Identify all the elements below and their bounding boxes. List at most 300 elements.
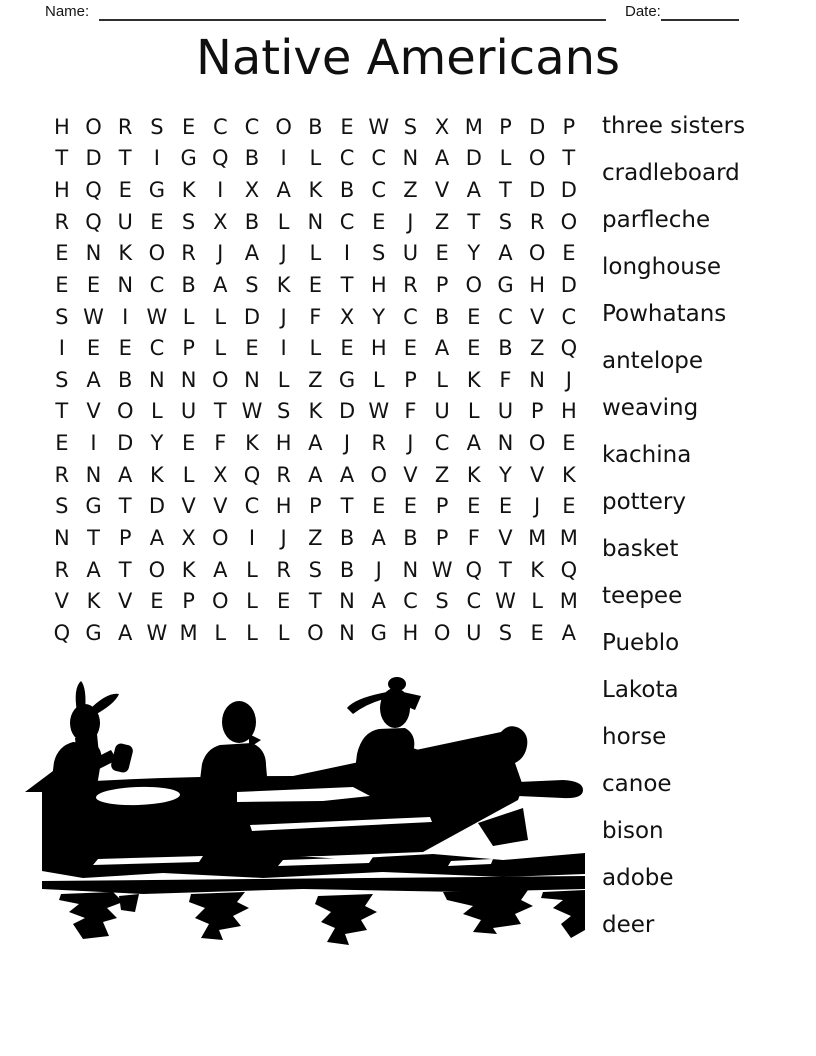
grid-letter-r17c9: O	[307, 620, 324, 645]
grid-letter-r10c15: U	[497, 399, 514, 424]
grid-letter-r1c17: P	[562, 114, 576, 139]
grid-letter-r14c4: A	[149, 525, 165, 550]
grid-letter-r5c9: L	[309, 241, 322, 266]
grid-letter-r7c15: C	[498, 304, 513, 329]
grid-letter-r6c7: S	[245, 272, 259, 297]
grid-letter-r6c9: E	[308, 272, 322, 297]
grid-letter-r15c17: Q	[560, 557, 578, 582]
grid-letter-r10c7: W	[241, 399, 263, 424]
grid-letter-r12c17: K	[561, 462, 576, 487]
grid-letter-r14c9: Z	[308, 525, 323, 550]
grid-letter-r15c15: T	[499, 557, 512, 582]
grid-letter-r10c16: P	[530, 399, 544, 424]
date-blank-line[interactable]	[661, 2, 739, 21]
grid-letter-r12c13: Z	[434, 462, 450, 487]
grid-letter-r5c12: U	[402, 241, 419, 266]
grid-letter-r6c13: P	[435, 272, 449, 297]
grid-letter-r15c2: A	[86, 557, 101, 582]
grid-letter-r7c13: B	[434, 304, 450, 329]
grid-letter-r6c8: K	[276, 272, 291, 297]
grid-letter-r14c5: X	[181, 525, 196, 550]
grid-letter-r3c13: V	[434, 178, 450, 203]
grid-letter-r1c4: S	[150, 114, 164, 139]
grid-letter-r2c1: T	[55, 146, 69, 171]
grid-letter-r15c1: R	[54, 557, 70, 582]
grid-letter-r1c7: C	[244, 114, 260, 139]
grid-letter-r7c1: S	[55, 304, 69, 329]
grid-letter-r5c11: S	[372, 241, 386, 266]
grid-letter-r17c17: A	[561, 620, 577, 645]
grid-letter-r5c5: R	[181, 241, 196, 266]
grid-letter-r9c11: L	[372, 367, 385, 392]
grid-letter-r10c10: D	[338, 399, 356, 424]
grid-letter-r15c5: K	[181, 557, 196, 582]
grid-letter-r4c17: O	[560, 209, 578, 234]
grid-letter-r16c16: L	[531, 589, 543, 614]
grid-letter-r4c10: C	[339, 209, 355, 234]
grid-letter-r9c6: O	[212, 367, 229, 392]
grid-letter-r16c14: C	[466, 589, 482, 614]
grid-letter-r10c11: W	[368, 399, 390, 424]
grid-letter-r5c2: N	[85, 241, 102, 266]
grid-letter-r8c16: Z	[529, 336, 545, 361]
grid-letter-r14c3: P	[118, 525, 132, 550]
grid-letter-r10c17: H	[560, 399, 577, 424]
grid-letter-r2c14: D	[465, 146, 482, 171]
grid-letter-r12c12: V	[403, 462, 418, 487]
grid-letter-r5c10: I	[343, 241, 351, 266]
grid-letter-r17c7: L	[246, 620, 258, 645]
grid-letter-r1c16: D	[529, 114, 546, 139]
grid-letter-r11c11: R	[371, 431, 387, 456]
grid-letter-r12c9: A	[308, 462, 323, 487]
grid-letter-r11c10: J	[343, 431, 351, 456]
word-list-item: bison	[602, 818, 664, 844]
grid-letter-r10c13: U	[434, 399, 450, 424]
grid-letter-r6c15: G	[497, 272, 514, 297]
grid-letter-r10c5: U	[180, 399, 197, 424]
grid-letter-r11c2: I	[90, 431, 97, 456]
grid-letter-r11c12: J	[407, 431, 414, 456]
grid-letter-r3c9: K	[308, 178, 323, 203]
grid-letter-r5c4: O	[148, 241, 166, 266]
grid-letter-r13c9: P	[309, 494, 322, 519]
grid-letter-r3c7: X	[244, 178, 260, 203]
grid-letter-r13c1: S	[55, 494, 69, 519]
grid-letter-r2c17: T	[562, 146, 576, 171]
grid-letter-r16c2: K	[86, 589, 101, 614]
grid-letter-r9c12: P	[404, 367, 417, 392]
grid-letter-r13c3: T	[118, 494, 132, 519]
grid-letter-r4c2: Q	[85, 209, 102, 234]
grid-letter-r3c4: G	[148, 178, 166, 203]
grid-letter-r1c3: R	[117, 114, 133, 139]
grid-letter-r9c15: F	[499, 367, 512, 392]
grid-letter-r16c8: E	[277, 589, 291, 614]
grid-letter-r8c14: E	[467, 336, 481, 361]
grid-letter-r17c12: H	[402, 620, 419, 645]
middle-paddler-body	[199, 743, 268, 788]
grid-letter-r7c8: J	[280, 304, 287, 329]
grid-letter-r11c16: O	[528, 431, 546, 456]
grid-letter-r7c4: W	[146, 304, 168, 329]
grid-letter-r14c14: F	[467, 525, 480, 550]
grid-letter-r13c12: E	[403, 494, 418, 519]
grid-letter-r17c8: L	[277, 620, 290, 645]
grid-letter-r2c5: G	[180, 146, 197, 171]
grid-letter-r6c16: H	[529, 272, 546, 297]
grid-letter-r7c7: D	[243, 304, 261, 329]
grid-letter-r9c5: N	[180, 367, 197, 392]
grid-letter-r2c12: N	[402, 146, 419, 171]
grid-letter-r7c2: W	[83, 304, 104, 329]
word-list	[602, 103, 745, 949]
grid-letter-r8c6: L	[214, 336, 227, 361]
grid-letter-r16c12: C	[403, 589, 418, 614]
grid-letter-r4c14: T	[467, 209, 481, 234]
grid-letter-r12c11: O	[370, 462, 387, 487]
grid-letter-r5c13: E	[435, 241, 449, 266]
name-label: Name:	[45, 3, 90, 20]
grid-letter-r5c3: K	[118, 241, 133, 266]
grid-letter-r17c1: Q	[53, 620, 71, 645]
page-title: Native Americans	[195, 30, 621, 86]
grid-letter-r17c6: L	[214, 620, 227, 645]
grid-letter-r5c8: J	[280, 241, 287, 266]
grid-letter-r14c16: M	[528, 525, 547, 550]
grid-letter-r2c16: O	[528, 146, 546, 171]
grid-letter-r13c13: P	[435, 494, 449, 519]
grid-letter-r4c6: X	[213, 209, 228, 234]
grid-letter-r14c10: B	[339, 525, 355, 550]
word-list-item: pottery	[602, 489, 686, 515]
grid-letter-r6c6: A	[213, 272, 228, 297]
grid-letter-r6c14: O	[465, 272, 483, 297]
grid-letter-r4c4: E	[150, 209, 164, 234]
grid-letter-r2c8: I	[280, 146, 287, 171]
grid-letter-r1c10: E	[340, 114, 354, 139]
grid-letter-r8c5: P	[182, 336, 195, 361]
grid-letter-r1c6: C	[212, 114, 228, 139]
grid-letter-r6c12: R	[403, 272, 418, 297]
grid-letter-r13c15: E	[498, 494, 513, 519]
grid-letter-r15c16: K	[530, 557, 545, 582]
grid-letter-r14c15: V	[498, 525, 513, 550]
grid-letter-r2c13: A	[434, 146, 450, 171]
grid-letter-r14c1: N	[53, 525, 70, 550]
name-blank-line[interactable]	[99, 2, 606, 21]
grid-letter-r17c11: G	[370, 620, 387, 645]
word-list-item: teepee	[602, 583, 683, 609]
grid-letter-r15c8: R	[276, 557, 291, 582]
grid-letter-r15c12: N	[402, 557, 419, 582]
grid-letter-r3c3: E	[118, 178, 132, 203]
word-list-item: longhouse	[602, 254, 721, 280]
grid-letter-r8c1: I	[58, 336, 65, 361]
grid-letter-r4c15: S	[498, 209, 513, 234]
word-list-item: Pueblo	[602, 630, 680, 656]
grid-letter-r8c4: C	[149, 336, 165, 361]
grid-letter-r4c8: L	[277, 209, 290, 234]
grid-letter-r10c3: O	[116, 399, 134, 424]
grid-letter-r7c5: L	[182, 304, 195, 329]
grid-letter-r2c7: B	[244, 146, 260, 171]
grid-letter-r14c13: P	[435, 525, 449, 550]
grid-letter-r13c7: C	[244, 494, 260, 519]
grid-letter-r10c14: L	[467, 399, 480, 424]
grid-letter-r3c2: Q	[85, 178, 102, 203]
grid-letter-r17c5: M	[179, 620, 198, 645]
grid-letter-r16c15: W	[495, 589, 516, 614]
grid-letter-r12c4: K	[150, 462, 164, 487]
grid-letter-r3c6: I	[217, 178, 224, 203]
grid-letter-r8c7: E	[245, 336, 259, 361]
grid-letter-r2c15: L	[499, 146, 512, 171]
grid-letter-r16c5: P	[182, 589, 195, 614]
grid-letter-r12c6: X	[213, 462, 228, 487]
grid-letter-r2c6: Q	[212, 146, 229, 171]
grid-letter-r8c12: E	[403, 336, 418, 361]
grid-letter-r6c3: N	[117, 272, 134, 297]
grid-letter-r10c1: T	[55, 399, 69, 424]
word-search-grid	[46, 111, 585, 649]
grid-letter-r15c7: L	[246, 557, 258, 582]
grid-letter-r17c14: U	[466, 620, 482, 645]
grid-letter-r9c7: N	[244, 367, 260, 392]
grid-letter-r17c3: A	[118, 620, 133, 645]
word-list-item: basket	[602, 536, 679, 562]
word-list-item: weaving	[602, 395, 699, 421]
grid-letter-r9c14: K	[466, 367, 481, 392]
grid-letter-r17c4: W	[146, 620, 168, 645]
grid-letter-r5c16: O	[528, 241, 546, 266]
grid-letter-r2c10: C	[339, 146, 355, 171]
grid-letter-r1c13: X	[434, 114, 450, 139]
grid-letter-r13c4: D	[148, 494, 165, 519]
grid-letter-r16c13: S	[435, 589, 449, 614]
grid-letter-r6c17: D	[560, 272, 577, 297]
grid-letter-r12c1: R	[54, 462, 70, 487]
grid-letter-r15c10: B	[339, 557, 355, 582]
grid-letter-r5c1: E	[55, 241, 69, 266]
grid-letter-r14c8: J	[280, 525, 287, 550]
grid-letter-r3c16: D	[529, 178, 546, 203]
grid-letter-r17c2: G	[85, 620, 102, 645]
paddle	[518, 780, 583, 798]
grid-letter-r8c11: H	[370, 336, 387, 361]
grid-letter-r11c8: H	[275, 431, 292, 456]
grid-letter-r3c5: K	[181, 178, 196, 203]
grid-letter-r4c11: E	[372, 209, 386, 234]
grid-letter-r11c15: N	[497, 431, 514, 456]
grid-letter-r9c4: N	[149, 367, 165, 392]
grid-letter-r9c9: Z	[308, 367, 323, 392]
grid-letter-r7c12: C	[403, 304, 418, 329]
grid-letter-r11c14: A	[466, 431, 481, 456]
grid-letter-r4c1: R	[54, 209, 70, 234]
grid-letter-r2c2: D	[85, 146, 102, 171]
grid-letter-r11c9: A	[308, 431, 323, 456]
grid-letter-r8c15: B	[498, 336, 513, 361]
grid-letter-r7c14: E	[467, 304, 481, 329]
grid-letter-r7c3: I	[122, 304, 129, 329]
grid-letter-r5c17: E	[562, 241, 576, 266]
grid-letter-r16c11: A	[371, 589, 386, 614]
grid-letter-r11c7: K	[245, 431, 259, 456]
grid-letter-r1c8: O	[275, 114, 292, 139]
grid-letter-r17c15: S	[498, 620, 513, 645]
grid-letter-r8c3: E	[118, 336, 132, 361]
date-label: Date:	[625, 3, 661, 20]
grid-letter-r10c6: T	[213, 399, 227, 424]
grid-letter-r8c8: I	[280, 336, 287, 361]
word-list-item: canoe	[602, 771, 672, 797]
grid-letter-r3c12: Z	[403, 178, 418, 203]
grid-letter-r8c10: E	[340, 336, 354, 361]
grid-letter-r13c2: G	[85, 494, 102, 519]
grid-letter-r17c16: E	[530, 620, 544, 645]
grid-letter-r9c17: J	[565, 367, 572, 392]
grid-letter-r3c15: T	[499, 178, 512, 203]
grid-letter-r14c7: I	[248, 525, 256, 550]
grid-letter-r7c9: F	[309, 304, 322, 329]
grid-letter-r13c10: T	[340, 494, 354, 519]
grid-letter-r10c12: F	[404, 399, 417, 424]
grid-letter-r15c11: J	[375, 557, 382, 582]
grid-letter-r16c1: V	[54, 589, 70, 614]
grid-letter-r1c14: M	[464, 114, 483, 139]
grid-letter-r11c1: E	[55, 431, 69, 456]
grid-letter-r13c6: V	[213, 494, 228, 519]
grid-letter-r14c2: T	[87, 525, 100, 550]
grid-letter-r3c8: A	[276, 178, 291, 203]
grid-letter-r16c17: M	[559, 589, 578, 614]
grid-letter-r4c13: Z	[434, 209, 450, 234]
grid-letter-r4c3: U	[117, 209, 133, 234]
grid-letter-r16c4: E	[150, 589, 164, 614]
grid-letter-r1c12: S	[403, 114, 418, 139]
grid-letter-r7c6: L	[214, 304, 227, 329]
grid-letter-r16c9: T	[308, 589, 322, 614]
grid-letter-r13c11: E	[372, 494, 386, 519]
grid-letter-r4c16: R	[529, 209, 545, 234]
grid-letter-r12c8: R	[276, 462, 291, 487]
grid-letter-r15c3: T	[118, 557, 132, 582]
grid-letter-r6c4: C	[149, 272, 165, 297]
grid-letter-r9c1: S	[55, 367, 69, 392]
grid-letter-r4c9: N	[307, 209, 324, 234]
grid-letter-r4c5: S	[181, 209, 196, 234]
grid-letter-r5c6: J	[217, 241, 224, 266]
grid-letter-r9c13: L	[436, 367, 448, 392]
grid-letter-r9c8: L	[277, 367, 290, 392]
right-paddler-head	[380, 688, 410, 728]
grid-letter-r16c6: O	[212, 589, 229, 614]
grid-letter-r7c11: Y	[372, 304, 386, 329]
grid-letter-r15c13: W	[431, 557, 453, 582]
grid-letter-r5c14: Y	[467, 241, 481, 266]
grid-letter-r6c11: H	[370, 272, 387, 297]
grid-letter-r14c6: O	[212, 525, 229, 550]
grid-letter-r3c17: D	[560, 178, 577, 203]
grid-letter-r15c9: S	[308, 557, 323, 582]
grid-letter-r12c5: L	[182, 462, 195, 487]
grid-letter-r14c11: A	[371, 525, 386, 550]
grid-letter-r2c4: I	[153, 146, 160, 171]
grid-letter-r15c6: A	[213, 557, 228, 582]
grid-letter-r6c2: E	[86, 272, 101, 297]
grid-letter-r17c10: N	[339, 620, 355, 645]
grid-letter-r10c8: S	[276, 399, 291, 424]
grid-letter-r10c4: L	[151, 399, 163, 424]
grid-letter-r1c9: B	[308, 114, 323, 139]
grid-letter-r12c14: K	[466, 462, 481, 487]
word-list-item: adobe	[602, 865, 674, 891]
grid-letter-r9c10: G	[338, 367, 356, 392]
grid-letter-r12c15: Y	[499, 462, 512, 487]
grid-letter-r12c7: Q	[243, 462, 261, 487]
word-list-item: kachina	[602, 442, 692, 468]
grid-letter-r1c11: W	[368, 114, 390, 139]
grid-letter-r6c5: B	[181, 272, 196, 297]
word-list-item: deer	[602, 912, 655, 938]
grid-letter-r3c14: A	[466, 178, 481, 203]
grid-letter-r4c7: B	[244, 209, 260, 234]
grid-letter-r1c15: P	[499, 114, 512, 139]
word-list-item: antelope	[602, 348, 704, 374]
word-list-item: horse	[602, 724, 667, 750]
grid-letter-r15c14: Q	[465, 557, 483, 582]
grid-letter-r12c3: A	[118, 462, 133, 487]
word-list-item: cradleboard	[602, 160, 740, 186]
grid-letter-r4c12: J	[407, 209, 414, 234]
grid-letter-r11c13: C	[434, 431, 450, 456]
grid-letter-r14c17: M	[559, 525, 578, 550]
grid-letter-r10c2: V	[86, 399, 101, 424]
grid-letter-r11c4: Y	[150, 431, 164, 456]
grid-letter-r5c7: A	[244, 241, 260, 266]
grid-letter-r2c11: C	[371, 146, 387, 171]
grid-letter-r11c6: F	[214, 431, 227, 456]
grid-letter-r17c13: O	[433, 620, 451, 645]
grid-letter-r9c16: N	[529, 367, 546, 392]
grid-letter-r13c5: V	[181, 494, 196, 519]
grid-letter-r6c1: E	[55, 272, 69, 297]
grid-letter-r8c2: E	[86, 336, 101, 361]
grid-letter-r7c16: V	[529, 304, 545, 329]
word-list-item: three sisters	[602, 113, 746, 139]
grid-letter-r6c10: T	[340, 272, 354, 297]
grid-letter-r13c8: H	[275, 494, 292, 519]
word-list-item: parfleche	[602, 207, 711, 233]
grid-letter-r12c16: V	[529, 462, 545, 487]
grid-letter-r12c2: N	[85, 462, 102, 487]
grid-letter-r15c4: O	[148, 557, 166, 582]
grid-letter-r11c17: E	[562, 431, 576, 456]
grid-letter-r7c10: X	[339, 304, 355, 329]
grid-letter-r16c7: L	[246, 589, 258, 614]
grid-letter-r13c16: J	[534, 494, 541, 519]
grid-letter-r11c5: E	[181, 431, 196, 456]
grid-letter-r3c10: B	[339, 178, 355, 203]
grid-letter-r3c1: H	[53, 178, 70, 203]
grid-letter-r7c17: C	[561, 304, 577, 329]
grid-letter-r16c3: V	[118, 589, 133, 614]
grid-letter-r16c10: N	[339, 589, 355, 614]
grid-letter-r1c1: H	[53, 114, 70, 139]
grid-letter-r9c3: B	[118, 367, 133, 392]
grid-letter-r8c17: Q	[560, 336, 578, 361]
